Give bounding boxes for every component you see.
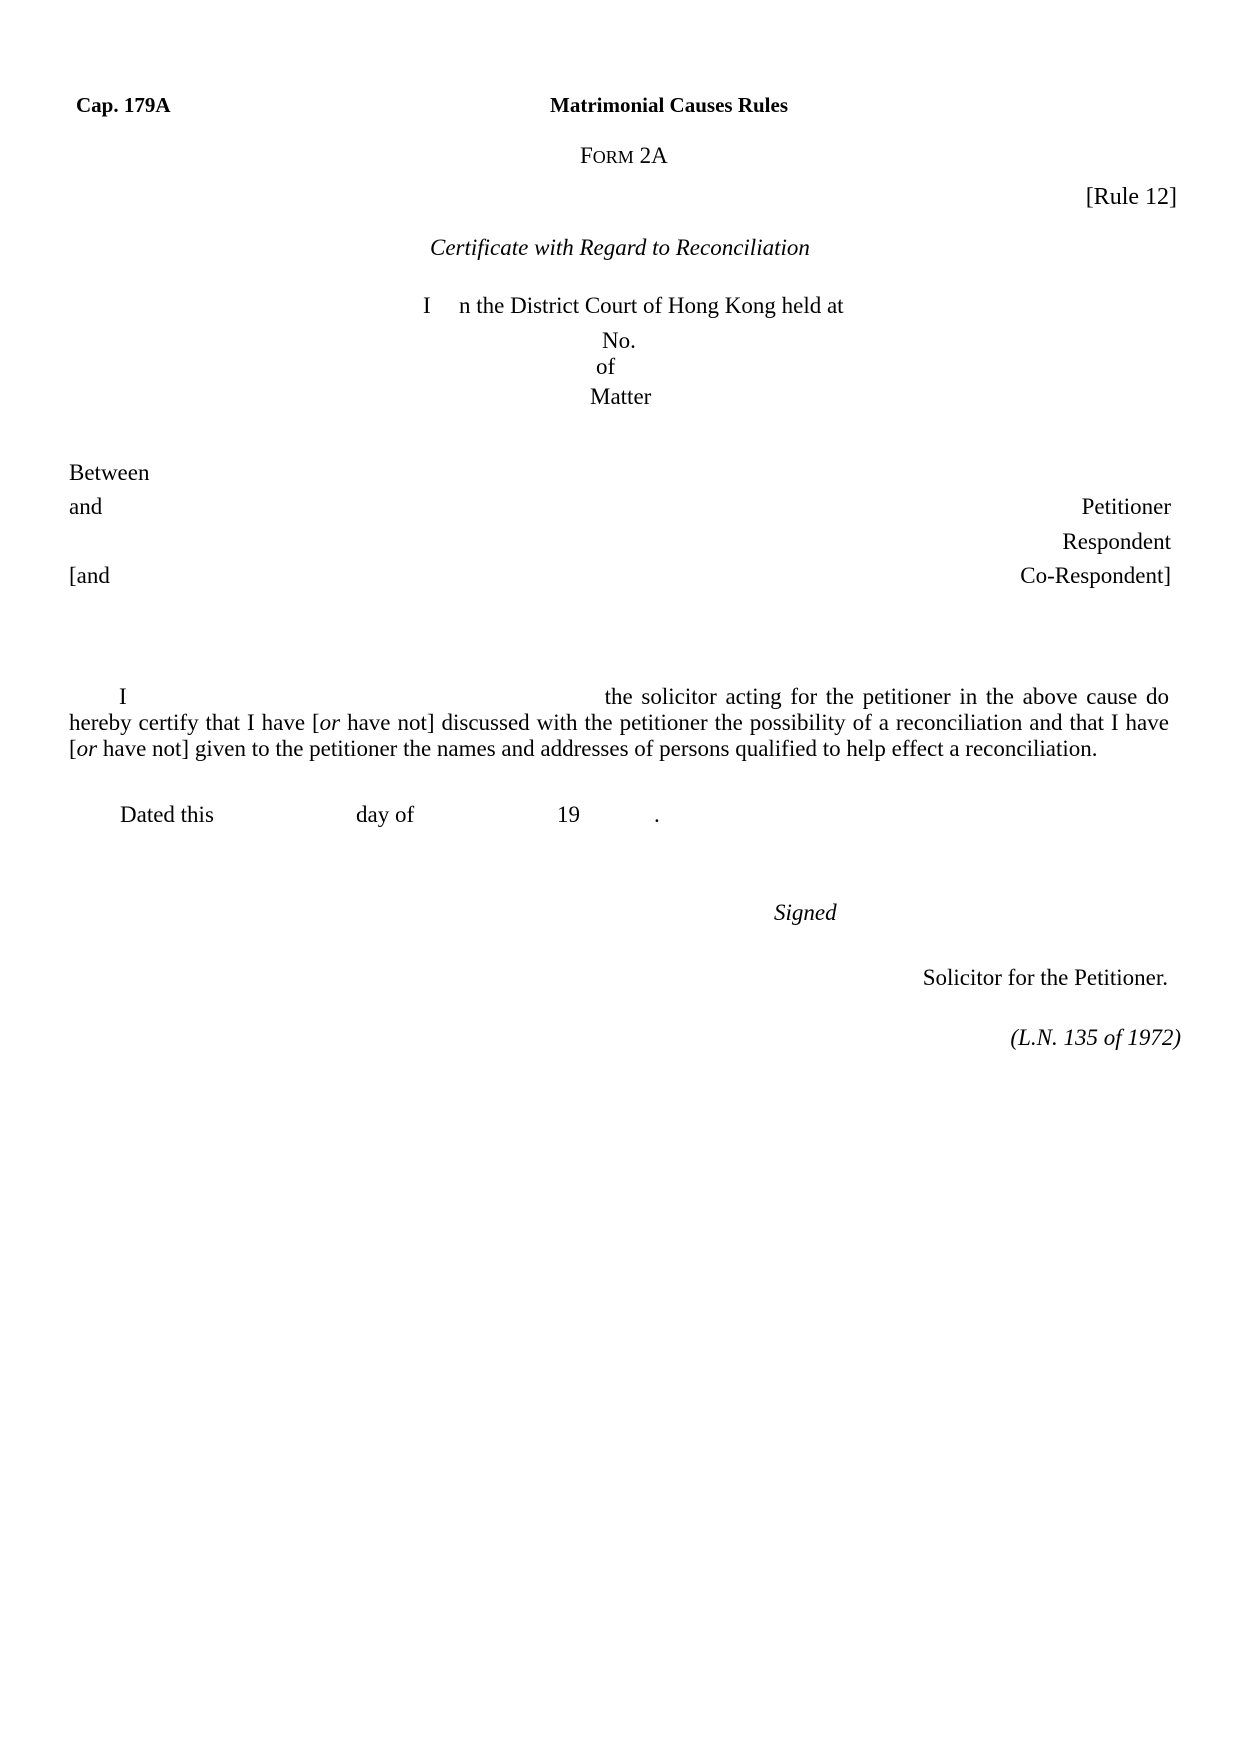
rule-reference: [Rule 12] (1085, 184, 1177, 210)
certificate-line-3 (69, 736, 1169, 762)
respondent-role: Respondent (1062, 529, 1171, 554)
chapter-reference: Cap. 179A (76, 93, 171, 117)
party-and-bracket-label: [and (69, 563, 110, 588)
matter-label: Matter (590, 384, 652, 409)
form-word-initial: F (580, 143, 593, 168)
form-number: 2A (639, 143, 668, 168)
signed-label: Signed (774, 900, 837, 925)
document-title: Matrimonial Causes Rules (550, 93, 788, 117)
certificate-line-2 (69, 710, 1169, 736)
certificate-line-2a: hereby certify that I have [ (69, 710, 320, 735)
legal-notice-reference: (L.N. 135 of 1972) (1010, 1025, 1181, 1050)
certificate-line-1 (69, 684, 1169, 710)
court-initial: I (423, 293, 431, 318)
certificate-body (69, 684, 1169, 762)
or-italic-2: or (76, 736, 98, 761)
solicitor-line: Solicitor for the Petitioner. (922, 965, 1168, 990)
certificate-title: Certificate with Regard to Reconciliation (430, 235, 810, 260)
form-word-rest: ORM (592, 147, 634, 167)
co-respondent-role: Co-Respondent] (1020, 563, 1171, 588)
certificate-line-3b: have not] given to the petitioner the names and addresses of persons qualified to help effect a reconciliation. (97, 736, 1098, 761)
case-of-label: of (596, 354, 616, 379)
certificate-line-2b: have not] discussed with the petitioner the possibility of a reconciliation and that I have (340, 710, 1169, 735)
year-prefix: 19 (557, 802, 580, 827)
or-italic-1: or (319, 710, 341, 735)
dated-this-label: Dated this (120, 802, 214, 827)
certificate-i: I (119, 684, 127, 709)
date-period: . (654, 802, 660, 827)
form-number-heading (580, 143, 668, 169)
court-line: n the District Court of Hong Kong held at (459, 293, 844, 318)
party-and-label: and (69, 494, 103, 519)
case-number-label: No. (602, 328, 636, 353)
certificate-line-1-text: the solicitor acting for the petitioner in the above cause do (604, 684, 1169, 709)
party-between-label: Between (69, 460, 150, 485)
day-of-label: day of (356, 802, 415, 827)
petitioner-role: Petitioner (1081, 494, 1171, 519)
certificate-line-3a: [ (69, 736, 77, 761)
